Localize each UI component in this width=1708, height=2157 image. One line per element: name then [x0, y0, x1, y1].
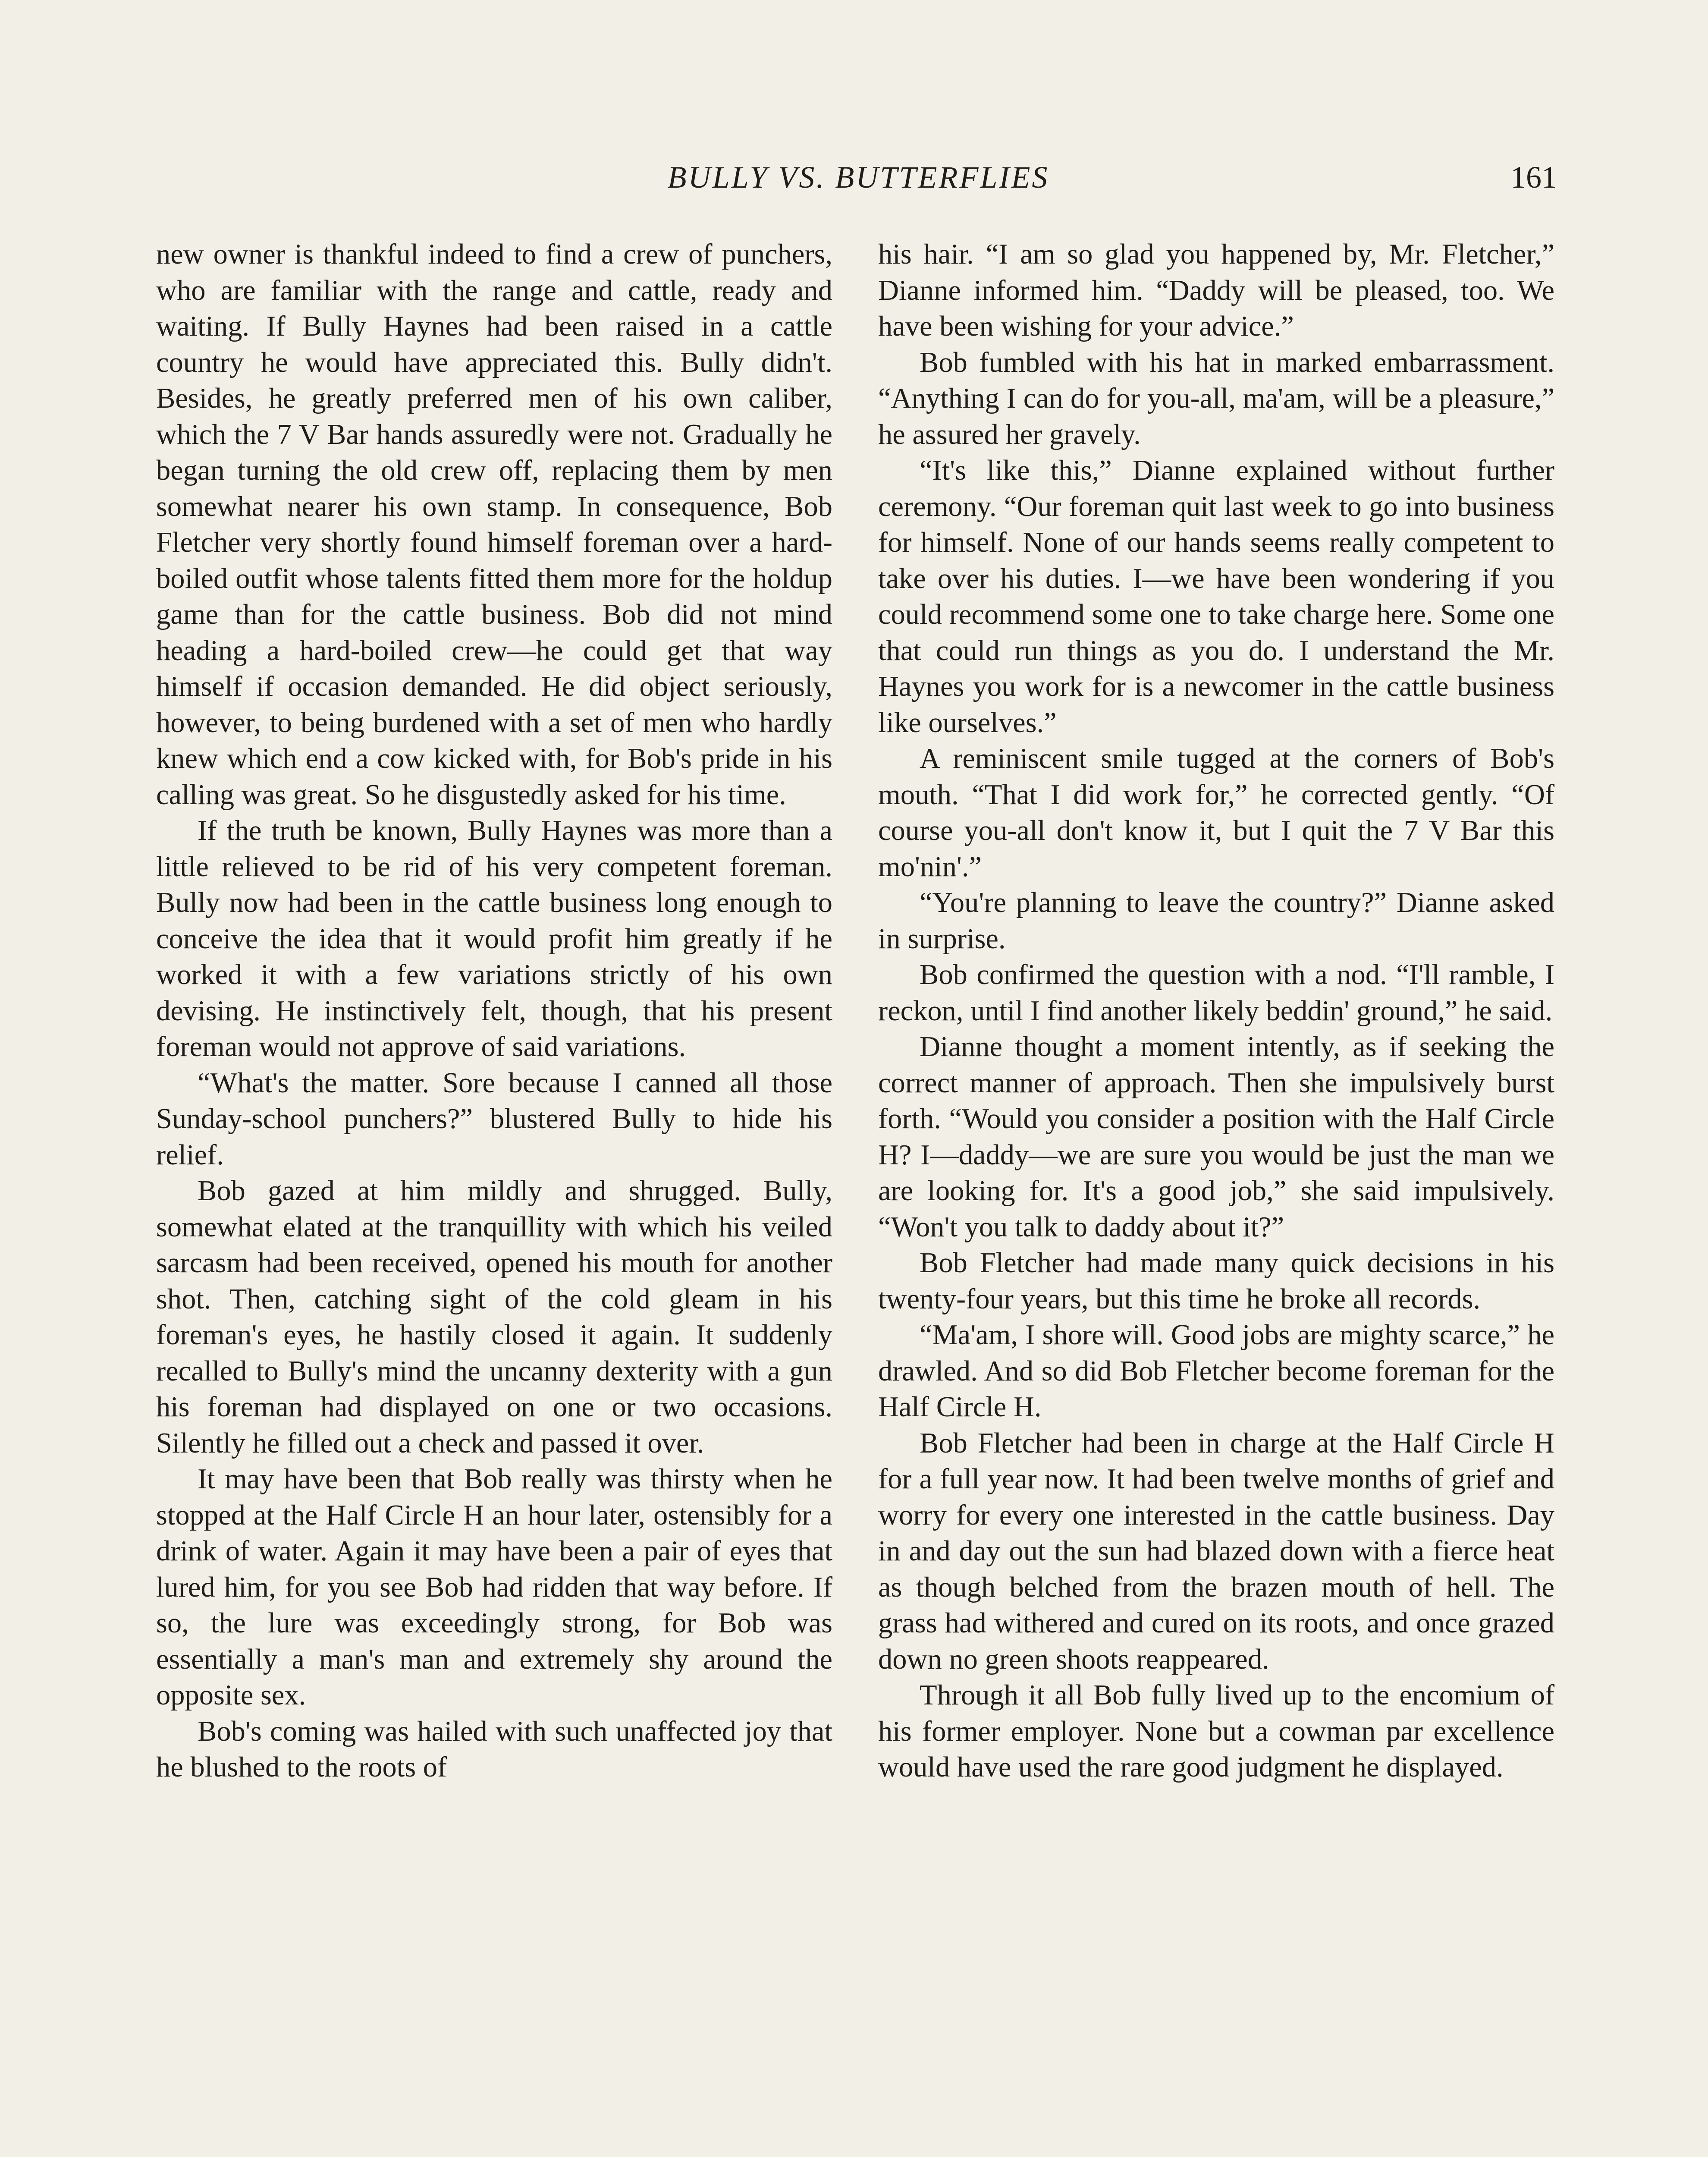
paragraph: A reminiscent smile tugged at the corners of Bob's mouth. “That I did work for,” he corrected gently. “Of course you-all don't know it, but I quit the 7 V Bar this mo'nin'.”: [878, 743, 1554, 883]
paragraph: Bob fumbled with his hat in marked embarrassment. “Anything I can do for you-all, ma'am, will be a pleasure,” he assured her gravely.: [878, 346, 1554, 450]
paragraph: If the truth be known, Bully Haynes was more than a little relieved to be rid of his very competent foreman. Bully now had been in the cattle business long enough to conceive the idea that it would profit him greatly if he worked it with a few variations strictly of his own devising. He instinctively felt, though, that his present foreman would not approve of said variations.: [156, 815, 832, 1063]
paragraph: his hair. “I am so glad you happened by, Mr. Fletcher,” Dianne informed him. “Daddy will be pleased, too. We have been wishing for your advice.”: [878, 239, 1554, 342]
page-number: 161: [1510, 160, 1557, 195]
paragraph: Bob confirmed the question with a nod. “I'll ramble, I reckon, until I find another likely beddin' ground,” he said.: [878, 959, 1554, 1027]
paragraph: “Ma'am, I shore will. Good jobs are mighty scarce,” he drawled. And so did Bob Fletcher become foreman for the Half Circle H.: [878, 1319, 1554, 1423]
paragraph: Bob Fletcher had made many quick decisions in his twenty-four years, but this time he broke all records.: [878, 1247, 1554, 1315]
paragraph: Bob's coming was hailed with such unaffected joy that he blushed to the roots of: [156, 1715, 832, 1783]
paragraph: “It's like this,” Dianne explained without further ceremony. “Our foreman quit last week to go into business for himself. None of our hands seems really competent to take over his duties. I—we have been wondering if you could recommend some one to take charge here. Some one that could run things as you do. I understand the Mr. Haynes you work for is a newcomer in the cattle business like ourselves.”: [878, 455, 1554, 739]
running-header: [160, 160, 1557, 207]
paragraph: “What's the matter. Sore because I canned all those Sunday-school punchers?” blustered Bully to hide his relief.: [156, 1067, 832, 1171]
paragraph: Bob Fletcher had been in charge at the Half Circle H for a full year now. It had been twelve months of grief and worry for every one interested in the cattle business. Day in and day out the sun had blazed down with a fierce heat as though belched from the brazen mouth of hell. The grass had withered and cured on its roots, and once grazed down no green shoots reappeared.: [878, 1427, 1554, 1675]
right-column: [878, 236, 1554, 1786]
paragraph: Bob gazed at him mildly and shrugged. Bully, somewhat elated at the tranquillity with which his veiled sarcasm had been received, opened his mouth for another shot. Then, catching sight of the cold gleam in his foreman's eyes, he hastily closed it again. It suddenly recalled to Bully's mind the uncanny dexterity with a gun his foreman had displayed on one or two occasions. Silently he filled out a check and passed it over.: [156, 1175, 832, 1459]
paragraph: Dianne thought a moment intently, as if seeking the correct manner of approach. Then she impulsively burst forth. “Would you consider a position with the Half Circle H? I—daddy—we are sure you would be just the man we are looking for. It's a good job,” she said impulsively. “Won't you talk to daddy about it?”: [878, 1031, 1554, 1243]
paragraph: It may have been that Bob really was thirsty when he stopped at the Half Circle H an hour later, ostensibly for a drink of water. Again it may have been a pair of eyes that lured him, for you see Bob had ridden that way before. If so, the lure was exceedingly strong, for Bob was essentially a man's man and extremely shy around the opposite sex.: [156, 1463, 832, 1711]
left-column: [156, 236, 832, 1786]
running-title: BULLY VS. BUTTERFLIES: [667, 160, 1049, 195]
paragraph: Through it all Bob fully lived up to the encomium of his former employer. None but a cowman par excellence would have used the rare good judgment he displayed.: [878, 1679, 1554, 1783]
paragraph: new owner is thankful indeed to find a crew of punchers, who are familiar with the range and cattle, ready and waiting. If Bully Haynes had been raised in a cattle country he would have appreciated this. Bully didn't. Besides, he greatly preferred men of his own caliber, which the 7 V Bar hands assuredly were not. Gradually he began turning the old crew off, replacing them by men somewhat nearer his own stamp. In consequence, Bob Fletcher very shortly found himself foreman over a hard-boiled outfit whose talents fitted them more for the holdup game than for the cattle business. Bob did not mind heading a hard-boiled crew—he could get that way himself if occasion demanded. He did object seriously, however, to being burdened with a set of men who hardly knew which end a cow kicked with, for Bob's pride in his calling was great. So he disgustedly asked for his time.: [156, 239, 832, 811]
paragraph: “You're planning to leave the country?” Dianne asked in surprise.: [878, 887, 1554, 955]
